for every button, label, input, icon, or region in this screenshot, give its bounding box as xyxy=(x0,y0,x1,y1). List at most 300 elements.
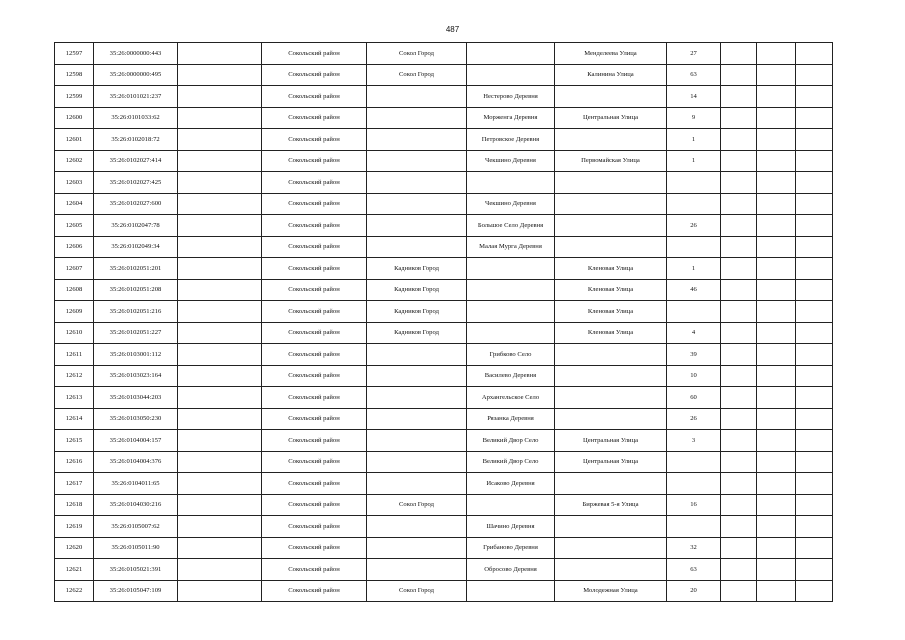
settlement-cell: Грибаново Деревня xyxy=(467,537,555,559)
extra-col-3-cell xyxy=(796,150,833,172)
cadastral-number-cell: 35:26:0104011:65 xyxy=(94,473,178,495)
settlement-cell: Большое Село Деревня xyxy=(467,215,555,237)
row-number-cell: 12603 xyxy=(55,172,94,194)
blank-col-cell xyxy=(178,258,262,280)
extra-col-2-cell xyxy=(757,559,796,581)
row-number-cell: 12597 xyxy=(55,43,94,65)
table-row xyxy=(55,301,833,323)
extra-col-3-cell xyxy=(796,64,833,86)
extra-col-3-cell xyxy=(796,473,833,495)
settlement-cell xyxy=(467,64,555,86)
extra-col-2-cell xyxy=(757,430,796,452)
city-cell xyxy=(367,344,467,366)
settlement-cell xyxy=(467,301,555,323)
city-cell xyxy=(367,537,467,559)
table-row xyxy=(55,86,833,108)
extra-col-2-cell xyxy=(757,86,796,108)
extra-col-3-cell xyxy=(796,43,833,65)
district-cell: Сокольский район xyxy=(262,86,367,108)
table-row xyxy=(55,451,833,473)
extra-col-2-cell xyxy=(757,365,796,387)
table-row xyxy=(55,236,833,258)
house-number-cell: 3 xyxy=(667,430,721,452)
row-number-cell: 12613 xyxy=(55,387,94,409)
city-cell xyxy=(367,516,467,538)
district-cell: Сокольский район xyxy=(262,537,367,559)
extra-col-2-cell xyxy=(757,473,796,495)
house-number-cell: 20 xyxy=(667,580,721,602)
settlement-cell: Обросово Деревня xyxy=(467,559,555,581)
district-cell: Сокольский район xyxy=(262,473,367,495)
district-cell: Сокольский район xyxy=(262,365,367,387)
settlement-cell: Нестерово Деревня xyxy=(467,86,555,108)
blank-col-cell xyxy=(178,580,262,602)
extra-col-3-cell xyxy=(796,236,833,258)
extra-col-1-cell xyxy=(721,451,757,473)
settlement-cell xyxy=(467,43,555,65)
extra-col-3-cell xyxy=(796,387,833,409)
district-cell: Сокольский район xyxy=(262,580,367,602)
street-cell xyxy=(555,408,667,430)
district-cell: Сокольский район xyxy=(262,129,367,151)
cadastral-number-cell: 35:26:0102018:72 xyxy=(94,129,178,151)
extra-col-2-cell xyxy=(757,64,796,86)
blank-col-cell xyxy=(178,150,262,172)
blank-col-cell xyxy=(178,408,262,430)
cadastral-number-cell: 35:26:0102051:208 xyxy=(94,279,178,301)
settlement-cell xyxy=(467,258,555,280)
city-cell: Сокол Город xyxy=(367,43,467,65)
extra-col-2-cell xyxy=(757,537,796,559)
settlement-cell: Исаково Деревня xyxy=(467,473,555,495)
street-cell: Первомайская Улица xyxy=(555,150,667,172)
extra-col-1-cell xyxy=(721,193,757,215)
street-cell xyxy=(555,129,667,151)
house-number-cell xyxy=(667,516,721,538)
district-cell: Сокольский район xyxy=(262,494,367,516)
extra-col-3-cell xyxy=(796,580,833,602)
city-cell: Сокол Город xyxy=(367,64,467,86)
extra-col-2-cell xyxy=(757,322,796,344)
row-number-cell: 12605 xyxy=(55,215,94,237)
table-row xyxy=(55,516,833,538)
district-cell: Сокольский район xyxy=(262,387,367,409)
extra-col-1-cell xyxy=(721,516,757,538)
row-number-cell: 12600 xyxy=(55,107,94,129)
extra-col-3-cell xyxy=(796,193,833,215)
row-number-cell: 12601 xyxy=(55,129,94,151)
blank-col-cell xyxy=(178,236,262,258)
row-number-cell: 12608 xyxy=(55,279,94,301)
table-row xyxy=(55,473,833,495)
table-row xyxy=(55,129,833,151)
blank-col-cell xyxy=(178,365,262,387)
house-number-cell: 1 xyxy=(667,150,721,172)
house-number-cell: 60 xyxy=(667,387,721,409)
district-cell: Сокольский район xyxy=(262,215,367,237)
extra-col-2-cell xyxy=(757,387,796,409)
cadastral-number-cell: 35:26:0102049:34 xyxy=(94,236,178,258)
settlement-cell xyxy=(467,494,555,516)
house-number-cell: 1 xyxy=(667,258,721,280)
house-number-cell: 26 xyxy=(667,215,721,237)
extra-col-2-cell xyxy=(757,150,796,172)
row-number-cell: 12599 xyxy=(55,86,94,108)
cadastral-number-cell: 35:26:0105047:109 xyxy=(94,580,178,602)
district-cell: Сокольский район xyxy=(262,322,367,344)
cadastral-number-cell: 35:26:0000000:495 xyxy=(94,64,178,86)
house-number-cell xyxy=(667,301,721,323)
city-cell xyxy=(367,150,467,172)
row-number-cell: 12617 xyxy=(55,473,94,495)
table-row xyxy=(55,387,833,409)
extra-col-1-cell xyxy=(721,86,757,108)
row-number-cell: 12609 xyxy=(55,301,94,323)
settlement-cell: Петровское Деревня xyxy=(467,129,555,151)
extra-col-3-cell xyxy=(796,172,833,194)
extra-col-1-cell xyxy=(721,365,757,387)
row-number-cell: 12615 xyxy=(55,430,94,452)
house-number-cell xyxy=(667,451,721,473)
city-cell xyxy=(367,129,467,151)
extra-col-1-cell xyxy=(721,473,757,495)
blank-col-cell xyxy=(178,64,262,86)
cadastral-number-cell: 35:26:0102027:600 xyxy=(94,193,178,215)
blank-col-cell xyxy=(178,473,262,495)
settlement-cell: Архангельское Село xyxy=(467,387,555,409)
settlement-cell: Великий Двор Село xyxy=(467,430,555,452)
settlement-cell: Шачино Деревня xyxy=(467,516,555,538)
blank-col-cell xyxy=(178,107,262,129)
blank-col-cell xyxy=(178,215,262,237)
cadastral-number-cell: 35:26:0000000:443 xyxy=(94,43,178,65)
street-cell: Калинина Улица xyxy=(555,64,667,86)
street-cell xyxy=(555,473,667,495)
settlement-cell: Чекшино Деревня xyxy=(467,193,555,215)
blank-col-cell xyxy=(178,193,262,215)
street-cell xyxy=(555,344,667,366)
street-cell: Центральная Улица xyxy=(555,430,667,452)
district-cell: Сокольский район xyxy=(262,408,367,430)
extra-col-3-cell xyxy=(796,279,833,301)
blank-col-cell xyxy=(178,451,262,473)
extra-col-3-cell xyxy=(796,516,833,538)
table-row xyxy=(55,430,833,452)
extra-col-2-cell xyxy=(757,236,796,258)
extra-col-2-cell xyxy=(757,172,796,194)
extra-col-1-cell xyxy=(721,43,757,65)
city-cell xyxy=(367,193,467,215)
extra-col-2-cell xyxy=(757,107,796,129)
settlement-cell: Чекшино Деревня xyxy=(467,150,555,172)
blank-col-cell xyxy=(178,301,262,323)
extra-col-2-cell xyxy=(757,494,796,516)
extra-col-1-cell xyxy=(721,408,757,430)
settlement-cell: Малая Мурга Деревня xyxy=(467,236,555,258)
cadastral-number-cell: 35:26:0105021:391 xyxy=(94,559,178,581)
district-cell: Сокольский район xyxy=(262,193,367,215)
blank-col-cell xyxy=(178,344,262,366)
district-cell: Сокольский район xyxy=(262,559,367,581)
house-number-cell: 1 xyxy=(667,129,721,151)
cadastral-number-cell: 35:26:0103001:112 xyxy=(94,344,178,366)
house-number-cell: 10 xyxy=(667,365,721,387)
cadastral-number-cell: 35:26:0102051:227 xyxy=(94,322,178,344)
extra-col-2-cell xyxy=(757,193,796,215)
table-row xyxy=(55,215,833,237)
street-cell xyxy=(555,537,667,559)
cadastral-number-cell: 35:26:0102051:201 xyxy=(94,258,178,280)
extra-col-2-cell xyxy=(757,580,796,602)
row-number-cell: 12602 xyxy=(55,150,94,172)
district-cell: Сокольский район xyxy=(262,430,367,452)
extra-col-3-cell xyxy=(796,559,833,581)
house-number-cell xyxy=(667,172,721,194)
row-number-cell: 12606 xyxy=(55,236,94,258)
table-row xyxy=(55,258,833,280)
house-number-cell: 46 xyxy=(667,279,721,301)
cadastral-number-cell: 35:26:0105007:62 xyxy=(94,516,178,538)
city-cell: Кадников Город xyxy=(367,258,467,280)
district-cell: Сокольский район xyxy=(262,172,367,194)
district-cell: Сокольский район xyxy=(262,301,367,323)
street-cell: Центральная Улица xyxy=(555,107,667,129)
settlement-cell xyxy=(467,172,555,194)
cadastral-number-cell: 35:26:0104030:216 xyxy=(94,494,178,516)
city-cell xyxy=(367,559,467,581)
table-row xyxy=(55,580,833,602)
house-number-cell xyxy=(667,236,721,258)
settlement-cell: Рязанка Деревня xyxy=(467,408,555,430)
extra-col-3-cell xyxy=(796,408,833,430)
extra-col-3-cell xyxy=(796,215,833,237)
row-number-cell: 12621 xyxy=(55,559,94,581)
records-table xyxy=(54,42,833,602)
house-number-cell: 9 xyxy=(667,107,721,129)
house-number-cell: 14 xyxy=(667,86,721,108)
settlement-cell xyxy=(467,580,555,602)
row-number-cell: 12622 xyxy=(55,580,94,602)
blank-col-cell xyxy=(178,537,262,559)
table-row xyxy=(55,150,833,172)
street-cell xyxy=(555,365,667,387)
table-row xyxy=(55,172,833,194)
extra-col-3-cell xyxy=(796,86,833,108)
cadastral-number-cell: 35:26:0102027:425 xyxy=(94,172,178,194)
table-row xyxy=(55,408,833,430)
blank-col-cell xyxy=(178,172,262,194)
row-number-cell: 12604 xyxy=(55,193,94,215)
table-row xyxy=(55,279,833,301)
street-cell xyxy=(555,86,667,108)
extra-col-3-cell xyxy=(796,537,833,559)
blank-col-cell xyxy=(178,129,262,151)
city-cell xyxy=(367,107,467,129)
extra-col-3-cell xyxy=(796,451,833,473)
district-cell: Сокольский район xyxy=(262,150,367,172)
extra-col-2-cell xyxy=(757,301,796,323)
row-number-cell: 12614 xyxy=(55,408,94,430)
extra-col-2-cell xyxy=(757,408,796,430)
extra-col-3-cell xyxy=(796,301,833,323)
table-row xyxy=(55,494,833,516)
row-number-cell: 12610 xyxy=(55,322,94,344)
extra-col-3-cell xyxy=(796,258,833,280)
district-cell: Сокольский район xyxy=(262,236,367,258)
street-cell xyxy=(555,387,667,409)
cadastral-number-cell: 35:26:0101021:237 xyxy=(94,86,178,108)
table-row xyxy=(55,64,833,86)
house-number-cell: 26 xyxy=(667,408,721,430)
district-cell: Сокольский район xyxy=(262,107,367,129)
street-cell xyxy=(555,559,667,581)
settlement-cell: Василево Деревня xyxy=(467,365,555,387)
city-cell: Кадников Город xyxy=(367,279,467,301)
house-number-cell: 63 xyxy=(667,64,721,86)
street-cell: Кленовая Улица xyxy=(555,301,667,323)
row-number-cell: 12620 xyxy=(55,537,94,559)
extra-col-1-cell xyxy=(721,322,757,344)
house-number-cell xyxy=(667,193,721,215)
row-number-cell: 12607 xyxy=(55,258,94,280)
blank-col-cell xyxy=(178,559,262,581)
extra-col-1-cell xyxy=(721,215,757,237)
table-row xyxy=(55,322,833,344)
city-cell xyxy=(367,430,467,452)
table-row xyxy=(55,193,833,215)
city-cell xyxy=(367,236,467,258)
city-cell: Кадников Город xyxy=(367,301,467,323)
blank-col-cell xyxy=(178,322,262,344)
street-cell: Кленовая Улица xyxy=(555,279,667,301)
settlement-cell: Морженга Деревня xyxy=(467,107,555,129)
street-cell: Кленовая Улица xyxy=(555,258,667,280)
settlement-cell xyxy=(467,322,555,344)
cadastral-number-cell: 35:26:0102047:78 xyxy=(94,215,178,237)
settlement-cell: Великий Двор Село xyxy=(467,451,555,473)
district-cell: Сокольский район xyxy=(262,344,367,366)
house-number-cell: 39 xyxy=(667,344,721,366)
table-row xyxy=(55,107,833,129)
extra-col-2-cell xyxy=(757,43,796,65)
cadastral-number-cell: 35:26:0101033:62 xyxy=(94,107,178,129)
city-cell xyxy=(367,215,467,237)
extra-col-1-cell xyxy=(721,387,757,409)
row-number-cell: 12619 xyxy=(55,516,94,538)
blank-col-cell xyxy=(178,387,262,409)
extra-col-3-cell xyxy=(796,322,833,344)
street-cell: Молодежная Улица xyxy=(555,580,667,602)
district-cell: Сокольский район xyxy=(262,258,367,280)
extra-col-2-cell xyxy=(757,279,796,301)
settlement-cell xyxy=(467,279,555,301)
row-number-cell: 12611 xyxy=(55,344,94,366)
street-cell xyxy=(555,215,667,237)
extra-col-1-cell xyxy=(721,344,757,366)
blank-col-cell xyxy=(178,516,262,538)
extra-col-1-cell xyxy=(721,129,757,151)
blank-col-cell xyxy=(178,279,262,301)
street-cell xyxy=(555,236,667,258)
extra-col-3-cell xyxy=(796,494,833,516)
house-number-cell: 63 xyxy=(667,559,721,581)
street-cell: Кленовая Улица xyxy=(555,322,667,344)
cadastral-number-cell: 35:26:0103023:164 xyxy=(94,365,178,387)
row-number-cell: 12612 xyxy=(55,365,94,387)
city-cell: Сокол Город xyxy=(367,580,467,602)
extra-col-3-cell xyxy=(796,365,833,387)
blank-col-cell xyxy=(178,430,262,452)
cadastral-number-cell: 35:26:0103050:230 xyxy=(94,408,178,430)
table-row xyxy=(55,559,833,581)
street-cell: Менделеева Улица xyxy=(555,43,667,65)
house-number-cell: 32 xyxy=(667,537,721,559)
city-cell: Кадников Город xyxy=(367,322,467,344)
extra-col-1-cell xyxy=(721,537,757,559)
extra-col-2-cell xyxy=(757,258,796,280)
city-cell xyxy=(367,408,467,430)
district-cell: Сокольский район xyxy=(262,516,367,538)
city-cell xyxy=(367,365,467,387)
street-cell xyxy=(555,172,667,194)
extra-col-1-cell xyxy=(721,580,757,602)
extra-col-1-cell xyxy=(721,279,757,301)
house-number-cell: 4 xyxy=(667,322,721,344)
extra-col-1-cell xyxy=(721,150,757,172)
cadastral-number-cell: 35:26:0104004:376 xyxy=(94,451,178,473)
house-number-cell xyxy=(667,473,721,495)
row-number-cell: 12598 xyxy=(55,64,94,86)
extra-col-3-cell xyxy=(796,107,833,129)
extra-col-1-cell xyxy=(721,172,757,194)
extra-col-1-cell xyxy=(721,107,757,129)
settlement-cell: Грибково Село xyxy=(467,344,555,366)
blank-col-cell xyxy=(178,86,262,108)
house-number-cell: 27 xyxy=(667,43,721,65)
district-cell: Сокольский район xyxy=(262,64,367,86)
city-cell xyxy=(367,473,467,495)
extra-col-1-cell xyxy=(721,64,757,86)
blank-col-cell xyxy=(178,43,262,65)
extra-col-2-cell xyxy=(757,516,796,538)
cadastral-number-cell: 35:26:0103044:203 xyxy=(94,387,178,409)
extra-col-2-cell xyxy=(757,451,796,473)
extra-col-3-cell xyxy=(796,129,833,151)
district-cell: Сокольский район xyxy=(262,451,367,473)
extra-col-3-cell xyxy=(796,344,833,366)
extra-col-1-cell xyxy=(721,258,757,280)
city-cell xyxy=(367,451,467,473)
table-row xyxy=(55,365,833,387)
city-cell: Сокол Город xyxy=(367,494,467,516)
extra-col-1-cell xyxy=(721,494,757,516)
table-row xyxy=(55,344,833,366)
table-row xyxy=(55,43,833,65)
district-cell: Сокольский район xyxy=(262,43,367,65)
extra-col-1-cell xyxy=(721,301,757,323)
extra-col-1-cell xyxy=(721,430,757,452)
extra-col-1-cell xyxy=(721,559,757,581)
cadastral-number-cell: 35:26:0105011:90 xyxy=(94,537,178,559)
table-row xyxy=(55,537,833,559)
city-cell xyxy=(367,172,467,194)
cadastral-number-cell: 35:26:0102027:414 xyxy=(94,150,178,172)
district-cell: Сокольский район xyxy=(262,279,367,301)
extra-col-1-cell xyxy=(721,236,757,258)
row-number-cell: 12616 xyxy=(55,451,94,473)
extra-col-2-cell xyxy=(757,215,796,237)
city-cell xyxy=(367,387,467,409)
